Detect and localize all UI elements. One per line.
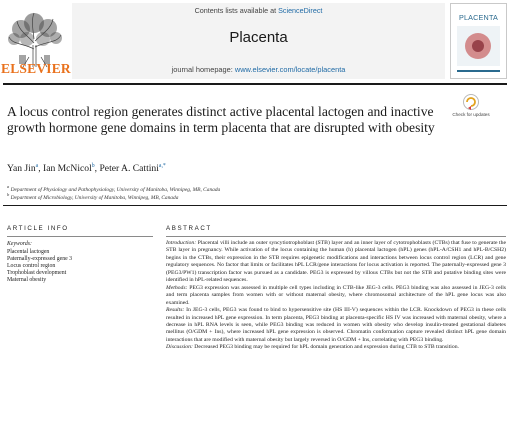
keyword: Locus control region [7,263,56,269]
keyword: Paternally-expressed gene 3 [7,256,73,262]
affiliation-marker: a [7,184,10,189]
abstract-section-text: Decreased PEG3 binding may be required for hPL domain generation and expression during CTB to STB transition. [192,344,459,351]
homepage-line [72,65,445,74]
abstract-divider [166,236,506,237]
article-title: A locus control region generates distinct active placental lactogen and inactive growth hormone gene domains in term placenta that are disrupted with obesity [7,104,435,136]
keyword: Maternal obesity [7,277,47,283]
header-divider [3,83,507,85]
keywords-heading: Keywords: [7,241,32,247]
sciencedirect-link[interactable]: ScienceDirect [278,6,323,15]
abstract-section-text: PEG3 expression was assessed in multiple cell types including in CTB-like JEG-3 cells. PEG3 binding was also assessed in JEG-3 cells and term placenta samples from women with or without maternal obesity, where chromosomal architecture of the hPL gene locus was also examined. [166,284,506,306]
author-affiliation-marker[interactable]: b [91,163,95,169]
abstract-heading: ABSTRACT [166,225,212,232]
author-affiliation-marker[interactable]: a [35,163,39,169]
check-for-updates-icon[interactable] [454,93,488,127]
abstract-body [166,240,506,352]
abstract-paragraph-discussion [166,344,506,351]
abstract-section-text: Placental villi include an outer syncytiotrophoblast (STB) layer and an inner layer of cytotrophoblasts (CTBs) that fuse to generate the STB layer in pregnancy. While activation of the locus containing the human (h) placental lactogen (hPL) genes (hPL-A/CSH1 and hPL-B/CSH2) begins in the CTBs, their expression in the STB requires epigenetic modifications and interactions between locus control region (LCR) and gene regulatory sequences. No factor that limits or facilitates hPL LCR/gene interactions for locus activation is reported. The paternally-expressed gene 3 (PEG3/PW1) transcription factor was pursued as a candidate. PEG3 is expressed by villous CTBs but not the STB and putative binding sites were identified in hPL-related sequences. [166,240,506,284]
journal-title: Placenta [229,29,288,46]
abstract-paragraph-methods [166,285,506,307]
abstract-section-label: Methods: [166,284,188,291]
abstract-section-label: Results: [166,307,185,314]
publisher-wordmark: ELSEVIER [1,61,71,76]
author-name[interactable]: Peter A. Cattini [99,163,159,174]
author-name[interactable]: Yan Jin [7,163,36,174]
keyword: Trophoblast development [7,270,67,276]
keywords-list [7,249,153,284]
keyword: Placental lactogen [7,249,50,255]
homepage-prefix: journal homepage: [171,65,235,74]
affiliation-text: Department of Microbiology, University of Manitoba, Winnipeg, MB, Canada [10,194,179,201]
affiliation [7,192,427,201]
cover-title: PLACENTA [458,13,498,22]
abstract-paragraph-introduction [166,240,506,285]
affiliation-text: Department of Physiology and Pathophysiology, University of Manitoba, Winnipeg, MB, Canada [10,186,221,193]
abstract-section-label: Introduction: [166,240,197,246]
journal-homepage-link[interactable]: www.elsevier.com/locate/placenta [234,65,346,74]
abstract-section-label: Discussion: [166,344,193,351]
abstract-section-text: In JEG-3 cells, PEG3 was found to bind to hypersensitive site (HS III-V) sequences within the LCR. Knockdown of PEG3 in these cells resulted in increased hPL gene expression. In term placenta, PEG3 binding at placenta-specific HS IV was increased with maternal obesity, where a decrease in hPL RNA levels is seen, while PEG3 binding was reduced in women with obesity who develop insulin-treated gestational diabetes mellitus (O/GDM + Ins), where increased hPL gene expression is observed. Chromatin conformation capture revealed distinct hPL gene domain interactions that are modified with maternal obesity but largely reversed in O/GDM + Ins, correlating with PEG3 binding. [166,307,506,343]
affiliation-marker: b [7,192,10,197]
check-for-updates-label[interactable]: Check for updates [452,112,490,117]
affiliation-divider [3,205,507,206]
article-info-divider [7,236,153,237]
author-affiliation-marker[interactable]: a,* [158,163,166,169]
abstract-paragraph-results [166,307,506,344]
article-info-heading: ARTICLE INFO [7,225,69,232]
author-list: Yan Jin$^a$, Ian McNicol$^b$, Peter A. Cattini$^{a,*}$ [7,163,166,174]
contents-line [72,6,445,15]
contents-prefix: Contents lists available at [194,6,279,15]
author-name[interactable]: Ian McNicol [43,163,92,174]
